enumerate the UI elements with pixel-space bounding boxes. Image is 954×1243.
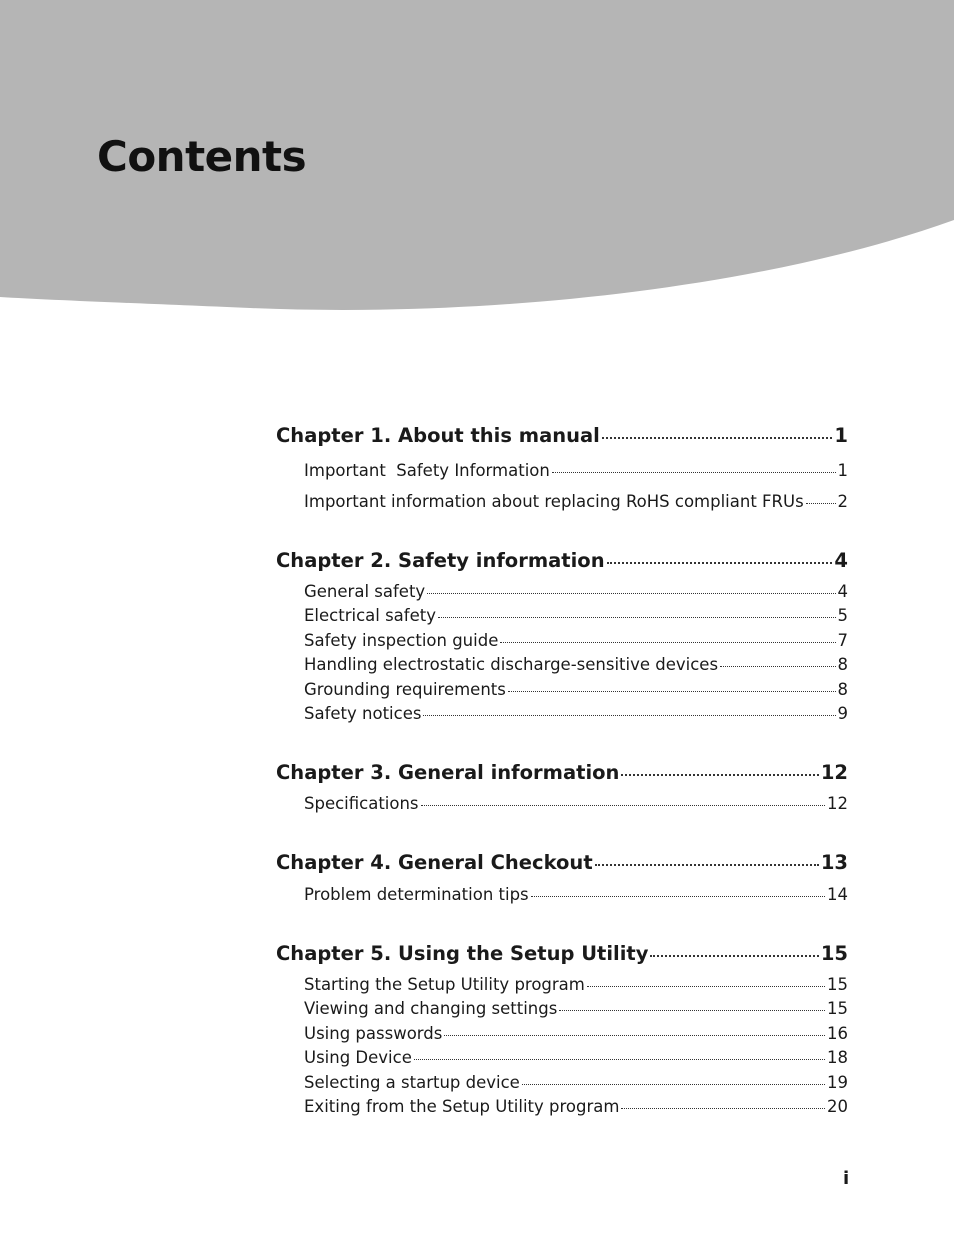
entry-page-number: 20 bbox=[827, 1097, 848, 1116]
entry-page-number: 19 bbox=[827, 1073, 848, 1092]
entry-page-number: 4 bbox=[837, 582, 848, 601]
dot-leader bbox=[602, 436, 833, 439]
entry-page-number: 15 bbox=[827, 975, 848, 994]
dot-leader bbox=[720, 665, 835, 667]
entry-page-number: 2 bbox=[837, 492, 848, 511]
entry-page-number: 7 bbox=[837, 631, 848, 650]
entry-title: Important Safety Information bbox=[304, 461, 550, 480]
dot-leader bbox=[423, 714, 835, 716]
chapter-title: Chapter 3. General information bbox=[276, 761, 620, 784]
dot-leader bbox=[500, 641, 835, 643]
entry-title: Exiting from the Setup Utility program bbox=[304, 1097, 620, 1116]
toc-chapter-3[interactable] bbox=[276, 761, 848, 784]
dot-leader bbox=[607, 561, 833, 564]
toc-entry[interactable] bbox=[304, 999, 848, 1018]
entry-page-number: 15 bbox=[827, 999, 848, 1018]
entry-page-number: 8 bbox=[837, 655, 848, 674]
toc-entry[interactable] bbox=[304, 492, 848, 511]
dot-leader bbox=[531, 895, 825, 897]
entry-title: Grounding requirements bbox=[304, 680, 506, 699]
entry-title: Electrical safety bbox=[304, 606, 436, 625]
dot-leader bbox=[587, 985, 825, 987]
dot-leader bbox=[508, 690, 836, 692]
entry-page-number: 9 bbox=[837, 704, 848, 723]
page-folio: i bbox=[843, 1168, 850, 1189]
chapter-page-number: 15 bbox=[820, 942, 848, 965]
chapter-title: Chapter 2. Safety information bbox=[276, 549, 605, 572]
dot-leader bbox=[559, 1009, 825, 1011]
toc-entry[interactable] bbox=[304, 461, 848, 480]
toc-entry[interactable] bbox=[304, 794, 848, 813]
dot-leader bbox=[414, 1058, 825, 1060]
entry-title: Starting the Setup Utility program bbox=[304, 975, 585, 994]
page-title: Contents bbox=[97, 132, 307, 181]
dot-leader bbox=[621, 1107, 825, 1109]
dot-leader bbox=[522, 1083, 825, 1085]
chapter-title: Chapter 5. Using the Setup Utility bbox=[276, 942, 649, 965]
toc-entry[interactable] bbox=[304, 655, 848, 674]
toc-entry[interactable] bbox=[304, 1024, 848, 1043]
chapter-page-number: 1 bbox=[834, 424, 848, 447]
chapter-title: Chapter 1. About this manual bbox=[276, 424, 600, 447]
entry-title: Handling electrostatic discharge-sensitive devices bbox=[304, 655, 719, 674]
dot-leader bbox=[438, 616, 836, 618]
toc-chapter-5[interactable] bbox=[276, 942, 848, 965]
toc-entry[interactable] bbox=[304, 582, 848, 601]
dot-leader bbox=[444, 1034, 825, 1036]
toc-entry[interactable] bbox=[304, 885, 848, 904]
entry-page-number: 12 bbox=[827, 794, 848, 813]
chapter-page-number: 4 bbox=[834, 549, 848, 572]
chapter-title: Chapter 4. General Checkout bbox=[276, 851, 593, 874]
entry-page-number: 18 bbox=[827, 1048, 848, 1067]
dot-leader bbox=[421, 804, 825, 806]
toc-entry[interactable] bbox=[304, 1097, 848, 1116]
entry-page-number: 14 bbox=[827, 885, 848, 904]
toc-chapter-4[interactable] bbox=[276, 851, 848, 874]
toc-entry[interactable] bbox=[304, 631, 848, 650]
chapter-page-number: 12 bbox=[820, 761, 848, 784]
toc-chapter-1[interactable] bbox=[276, 424, 848, 447]
toc-entry[interactable] bbox=[304, 1073, 848, 1092]
entry-title: Using Device bbox=[304, 1048, 412, 1067]
dot-leader bbox=[427, 592, 835, 594]
dot-leader bbox=[595, 863, 819, 866]
toc-entry[interactable] bbox=[304, 680, 848, 699]
entry-title: Important information about replacing RoHS compliant FRUs bbox=[304, 492, 804, 511]
toc-chapter-2[interactable] bbox=[276, 549, 848, 572]
toc-entry[interactable] bbox=[304, 1048, 848, 1067]
dot-leader bbox=[621, 773, 818, 776]
entry-title: Specifications bbox=[304, 794, 419, 813]
entry-title: Viewing and changing settings bbox=[304, 999, 558, 1018]
entry-title: Safety inspection guide bbox=[304, 631, 499, 650]
entry-title: Problem determination tips bbox=[304, 885, 529, 904]
toc-entry[interactable] bbox=[304, 606, 848, 625]
entry-title: Selecting a startup device bbox=[304, 1073, 520, 1092]
entry-page-number: 5 bbox=[837, 606, 848, 625]
entry-page-number: 1 bbox=[837, 461, 848, 480]
entry-page-number: 8 bbox=[837, 680, 848, 699]
dot-leader bbox=[806, 502, 836, 504]
entry-page-number: 16 bbox=[827, 1024, 848, 1043]
entry-title: Using passwords bbox=[304, 1024, 443, 1043]
toc-entry[interactable] bbox=[304, 704, 848, 723]
dot-leader bbox=[650, 954, 818, 957]
toc-entry[interactable] bbox=[304, 975, 848, 994]
chapter-page-number: 13 bbox=[820, 851, 848, 874]
dot-leader bbox=[552, 471, 836, 473]
entry-title: General safety bbox=[304, 582, 426, 601]
entry-title: Safety notices bbox=[304, 704, 422, 723]
